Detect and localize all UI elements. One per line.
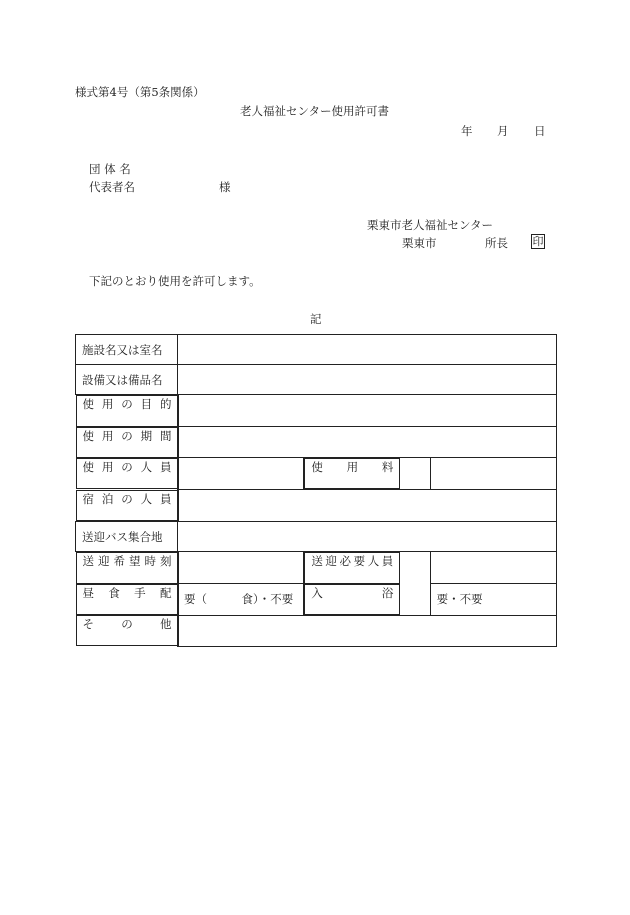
- label-char: 使: [82, 428, 94, 443]
- label-char: 昼: [82, 585, 94, 600]
- label-char: 必: [339, 554, 352, 569]
- equipment-name-label: 設備又は備品名: [82, 372, 163, 387]
- lunch-field: [178, 584, 304, 616]
- label-char: 望: [129, 554, 141, 569]
- label-char: 送: [311, 554, 323, 569]
- usage-permit-table: [75, 334, 557, 647]
- label-char: 用: [101, 460, 114, 475]
- date-month: 月: [497, 124, 509, 138]
- bus-pickup-label: 送迎バス集合地: [82, 529, 163, 544]
- label-char: 入: [311, 585, 323, 600]
- permission-statement: 下記のとおり使用を許可します。: [89, 274, 261, 288]
- table-row: [76, 335, 557, 365]
- label-char: 員: [381, 554, 394, 569]
- issuer-city: 栗東市: [402, 236, 437, 250]
- label-char: 配: [159, 585, 172, 600]
- date-day: 日: [534, 124, 546, 138]
- bath-option: 要・不要: [436, 592, 483, 607]
- issuer-title: 所長: [485, 236, 508, 250]
- label-char: 的: [160, 397, 172, 412]
- label-char: 人: [140, 491, 153, 506]
- label-char: 使: [82, 397, 94, 412]
- label-char: の: [121, 397, 133, 412]
- label-char: の: [121, 617, 133, 632]
- label-char: の: [121, 491, 133, 506]
- purpose-field: [178, 395, 557, 427]
- label-char: 使: [82, 460, 94, 475]
- table-row: [76, 522, 557, 552]
- label-char: 他: [160, 617, 172, 632]
- label-char: 目: [140, 397, 153, 412]
- facility-name-field: [178, 335, 557, 365]
- label-char: 期: [140, 428, 153, 443]
- label-char: 人: [140, 460, 153, 475]
- lunch-option: 要（ 食）・不要: [184, 592, 294, 607]
- label-char: 刻: [160, 554, 172, 569]
- usage-fee-field: [430, 458, 556, 490]
- label-char: 手: [134, 585, 146, 600]
- label-char: 食: [108, 585, 120, 600]
- pickup-time-label: [76, 552, 179, 583]
- row-label: [76, 522, 178, 552]
- representative-label: 代表者名: [89, 180, 135, 194]
- table-row: [76, 427, 557, 458]
- label-char: 員: [160, 491, 172, 506]
- overnight-guests-label: [76, 490, 179, 521]
- bath-field: [430, 584, 556, 616]
- label-char: そ: [82, 617, 94, 632]
- usage-fee-label: [304, 458, 400, 489]
- lunch-label: [76, 584, 179, 615]
- table-row: [76, 615, 557, 646]
- label-char: 宿: [82, 491, 94, 506]
- label-char: 希: [113, 554, 125, 569]
- label-char: 使: [311, 460, 323, 475]
- row-label: [76, 365, 178, 395]
- label-char: 浴: [381, 585, 394, 600]
- label-char: 泊: [101, 491, 114, 506]
- ki-heading: 記: [310, 312, 322, 326]
- pickup-time-field: [178, 552, 304, 584]
- attendees-field: [178, 458, 304, 490]
- issuer-center: 栗東市老人福祉センター: [367, 218, 494, 232]
- group-name-label: 団 体 名: [89, 162, 131, 176]
- other-field: [178, 615, 557, 646]
- label-char: 間: [160, 428, 172, 443]
- label-char: 迎: [98, 554, 110, 569]
- date-year: 年: [461, 124, 473, 138]
- label-char: 員: [160, 460, 172, 475]
- label-char: 用: [101, 397, 114, 412]
- table-row: [76, 490, 557, 522]
- label-char: の: [121, 428, 133, 443]
- seal-stamp: 印: [532, 235, 544, 248]
- attendees-label: [76, 458, 179, 489]
- bath-label: [304, 584, 400, 615]
- facility-name-label: 施設名又は室名: [82, 342, 163, 357]
- table-row: [76, 395, 557, 427]
- label-char: 迎: [325, 554, 337, 569]
- label-char: 人: [367, 554, 380, 569]
- label-char: 料: [381, 460, 394, 475]
- row-label: [76, 335, 178, 365]
- label-char: 用: [346, 460, 359, 475]
- label-char: 用: [101, 428, 114, 443]
- table-row: [76, 552, 557, 584]
- period-field: [178, 427, 557, 458]
- equipment-name-field: [178, 365, 557, 395]
- bus-pickup-field: [178, 522, 557, 552]
- label-char: 送: [82, 554, 94, 569]
- table-row: [76, 584, 557, 616]
- label-char: 時: [144, 554, 156, 569]
- pickup-count-label: [304, 552, 400, 583]
- document-title: 老人福祉センター使用許可書: [240, 104, 390, 118]
- table-row: [76, 458, 557, 490]
- label-char: の: [121, 460, 133, 475]
- overnight-guests-field: [178, 490, 557, 522]
- pickup-count-field: [430, 552, 556, 584]
- form-number: 様式第4号（第5条関係）: [75, 85, 205, 99]
- label-char: 要: [353, 554, 366, 569]
- table-row: [76, 365, 557, 395]
- purpose-label: [76, 395, 179, 426]
- other-label: [76, 615, 179, 646]
- honorific: 様: [219, 180, 231, 194]
- period-label: [76, 427, 179, 458]
